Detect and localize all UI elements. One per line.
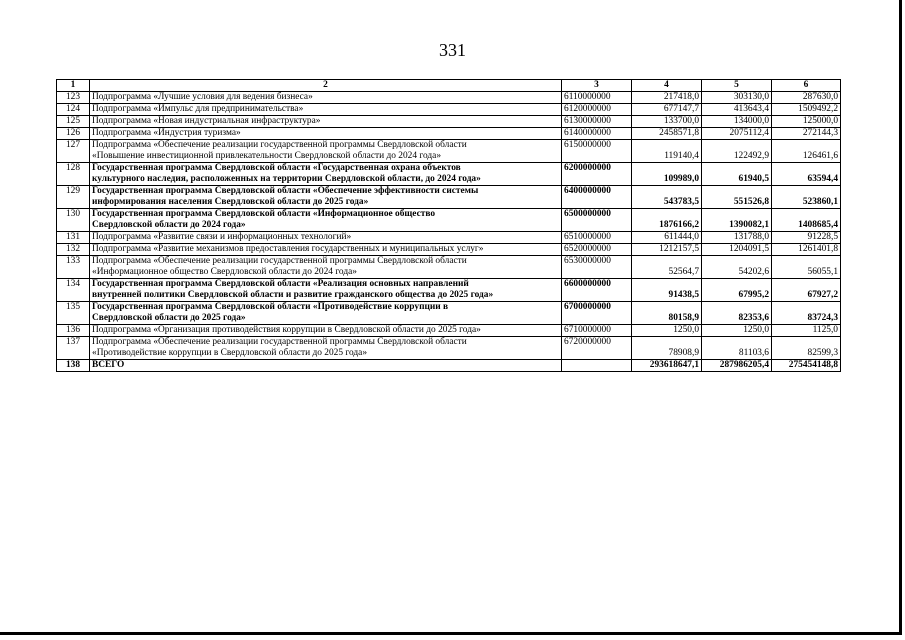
- row-name-line: Подпрограмма «Обеспечение реализации государственной программы Свердловской области: [92, 140, 467, 150]
- row-code: 6150000000: [562, 140, 632, 163]
- row-name: [90, 232, 562, 244]
- row-code: 6530000000: [562, 256, 632, 279]
- row-code: 6140000000: [562, 128, 632, 140]
- total-col6: 275454148,8: [772, 360, 841, 372]
- table-row: [57, 209, 841, 232]
- table-row: [57, 232, 841, 244]
- row-name: [90, 337, 562, 360]
- table-row: [57, 104, 841, 116]
- row-number: 133: [57, 256, 90, 279]
- value-col4: 119140,4: [632, 140, 702, 163]
- row-number: 129: [57, 186, 90, 209]
- table-row: [57, 325, 841, 337]
- row-name: [90, 104, 562, 116]
- column-header: 4: [632, 80, 702, 92]
- value-col5: 1204091,5: [702, 244, 772, 256]
- row-name: [90, 244, 562, 256]
- row-code: 6720000000: [562, 337, 632, 360]
- value-col6: 67927,2: [772, 279, 841, 302]
- column-header: 1: [57, 80, 90, 92]
- value-col6: 1509492,2: [772, 104, 841, 116]
- row-number: 136: [57, 325, 90, 337]
- row-code: 6700000000: [562, 302, 632, 325]
- row-name-line: Государственная программа Свердловской области «Противодействие коррупции в: [92, 302, 449, 312]
- page-number: 331: [439, 40, 466, 60]
- row-name-line: Подпрограмма «Развитие механизмов предоставления государственных и муниципальных услуг»: [92, 244, 484, 254]
- value-col4: 611444,0: [632, 232, 702, 244]
- row-name-line: Подпрограмма «Новая индустриальная инфраструктура»: [92, 116, 321, 126]
- value-col4: 1876166,2: [632, 209, 702, 232]
- row-name: [90, 279, 562, 302]
- row-code: 6130000000: [562, 116, 632, 128]
- value-col5: 413643,4: [702, 104, 772, 116]
- value-col6: 82599,3: [772, 337, 841, 360]
- row-name: [90, 186, 562, 209]
- column-header: 6: [772, 80, 841, 92]
- value-col6: 287630,0: [772, 92, 841, 104]
- row-name-line: культурного наследия, расположенных на территории Свердловской области, до 2024 года»: [92, 174, 481, 184]
- row-code: 6200000000: [562, 163, 632, 186]
- row-number: 124: [57, 104, 90, 116]
- table-row: [57, 337, 841, 360]
- value-col4: 109989,0: [632, 163, 702, 186]
- row-code: 6510000000: [562, 232, 632, 244]
- column-header: 5: [702, 80, 772, 92]
- table-row: [57, 186, 841, 209]
- row-number: 125: [57, 116, 90, 128]
- value-col5: 1390082,1: [702, 209, 772, 232]
- row-name-line: Государственная программа Свердловской области «Государственная охрана объектов: [92, 163, 461, 173]
- value-col5: 2075112,4: [702, 128, 772, 140]
- value-col6: 523860,1: [772, 186, 841, 209]
- row-name: [90, 92, 562, 104]
- value-col6: 1261401,8: [772, 244, 841, 256]
- value-col4: 1212157,5: [632, 244, 702, 256]
- row-name-line: Подпрограмма «Обеспечение реализации государственной программы Свердловской области: [92, 256, 467, 266]
- value-col4: 217418,0: [632, 92, 702, 104]
- value-col5: 1250,0: [702, 325, 772, 337]
- row-name-line: Подпрограмма «Развитие связи и информационных технологий»: [92, 232, 352, 242]
- row-name: [90, 302, 562, 325]
- value-col5: 122492,9: [702, 140, 772, 163]
- row-name-line: Подпрограмма «Лучшие условия для ведения бизнеса»: [92, 92, 313, 102]
- row-number: 135: [57, 302, 90, 325]
- row-name-line: Подпрограмма «Обеспечение реализации государственной программы Свердловской области: [92, 337, 467, 347]
- row-name: [90, 163, 562, 186]
- value-col6: 125000,0: [772, 116, 841, 128]
- row-code: 6600000000: [562, 279, 632, 302]
- row-name-line: Подпрограмма «Импульс для предпринимательства»: [92, 104, 304, 114]
- column-header: 2: [90, 80, 562, 92]
- row-name-line: Государственная программа Свердловской области «Обеспечение эффективности системы: [92, 186, 479, 196]
- value-col4: 133700,0: [632, 116, 702, 128]
- value-col4: 80158,9: [632, 302, 702, 325]
- row-name: [90, 116, 562, 128]
- value-col4: 2458571,8: [632, 128, 702, 140]
- value-col5: 67995,2: [702, 279, 772, 302]
- value-col5: 303130,0: [702, 92, 772, 104]
- row-number: 123: [57, 92, 90, 104]
- value-col6: 83724,3: [772, 302, 841, 325]
- row-name-line: Подпрограмма «Индустрия туризма»: [92, 128, 241, 138]
- table-row: [57, 92, 841, 104]
- value-col6: 91228,5: [772, 232, 841, 244]
- row-name: [90, 128, 562, 140]
- table-row: [57, 244, 841, 256]
- table-body: [57, 80, 841, 372]
- value-col6: 1408685,4: [772, 209, 841, 232]
- total-number: 138: [57, 360, 90, 372]
- table-row: [57, 302, 841, 325]
- table-row: [57, 116, 841, 128]
- total-label: ВСЕГО: [90, 360, 562, 372]
- value-col5: 134000,0: [702, 116, 772, 128]
- value-col5: 81103,6: [702, 337, 772, 360]
- row-name-line: информирования населения Свердловской области до 2025 года»: [92, 197, 369, 207]
- table-header-row: [57, 80, 841, 92]
- row-number: 137: [57, 337, 90, 360]
- row-name-line: Государственная программа Свердловской области «Реализация основных направлений: [92, 279, 469, 289]
- row-number: 131: [57, 232, 90, 244]
- row-number: 130: [57, 209, 90, 232]
- row-number: 134: [57, 279, 90, 302]
- value-col6: 63594,4: [772, 163, 841, 186]
- value-col4: 677147,7: [632, 104, 702, 116]
- value-col5: 54202,6: [702, 256, 772, 279]
- row-code: 6400000000: [562, 186, 632, 209]
- row-name-line: Подпрограмма «Организация противодействия коррупции в Свердловской области до 2025 года»: [92, 325, 481, 335]
- value-col6: 126461,6: [772, 140, 841, 163]
- table-row: [57, 256, 841, 279]
- row-number: 132: [57, 244, 90, 256]
- row-name: [90, 256, 562, 279]
- row-name: [90, 325, 562, 337]
- total-col5: 287986205,4: [702, 360, 772, 372]
- value-col6: 56055,1: [772, 256, 841, 279]
- row-code: 6110000000: [562, 92, 632, 104]
- total-row: [57, 360, 841, 372]
- value-col4: 543783,5: [632, 186, 702, 209]
- table-row: [57, 128, 841, 140]
- value-col4: 91438,5: [632, 279, 702, 302]
- value-col6: 272144,3: [772, 128, 841, 140]
- value-col4: 52564,7: [632, 256, 702, 279]
- row-name-line: «Противодействие коррупции в Свердловской области до 2025 года»: [92, 348, 368, 358]
- row-name-line: «Повышение инвестиционной привлекательности Свердловской области до 2024 года»: [92, 151, 442, 161]
- budget-table: [56, 79, 841, 372]
- row-name: [90, 209, 562, 232]
- row-name-line: внутренней политики Свердловской области и развитие гражданского общества до 2025 года»: [92, 290, 494, 300]
- value-col4: 78908,9: [632, 337, 702, 360]
- value-col5: 82353,6: [702, 302, 772, 325]
- column-header: 3: [562, 80, 632, 92]
- total-code: [562, 360, 632, 372]
- row-code: 6120000000: [562, 104, 632, 116]
- value-col5: 131788,0: [702, 232, 772, 244]
- row-code: 6500000000: [562, 209, 632, 232]
- value-col5: 551526,8: [702, 186, 772, 209]
- total-col4: 293618647,1: [632, 360, 702, 372]
- row-name: [90, 140, 562, 163]
- row-number: 126: [57, 128, 90, 140]
- value-col4: 1250,0: [632, 325, 702, 337]
- row-number: 128: [57, 163, 90, 186]
- value-col6: 1125,0: [772, 325, 841, 337]
- row-name-line: Свердловской области до 2025 года»: [92, 313, 246, 323]
- table-row: [57, 140, 841, 163]
- table-row: [57, 163, 841, 186]
- row-name-line: «Информационное общество Свердловской области до 2024 года»: [92, 267, 357, 277]
- row-code: 6520000000: [562, 244, 632, 256]
- value-col5: 61940,5: [702, 163, 772, 186]
- row-name-line: Государственная программа Свердловской области «Информационное общество: [92, 209, 436, 219]
- row-name-line: Свердловской области до 2024 года»: [92, 220, 246, 230]
- row-code: 6710000000: [562, 325, 632, 337]
- table-row: [57, 279, 841, 302]
- row-number: 127: [57, 140, 90, 163]
